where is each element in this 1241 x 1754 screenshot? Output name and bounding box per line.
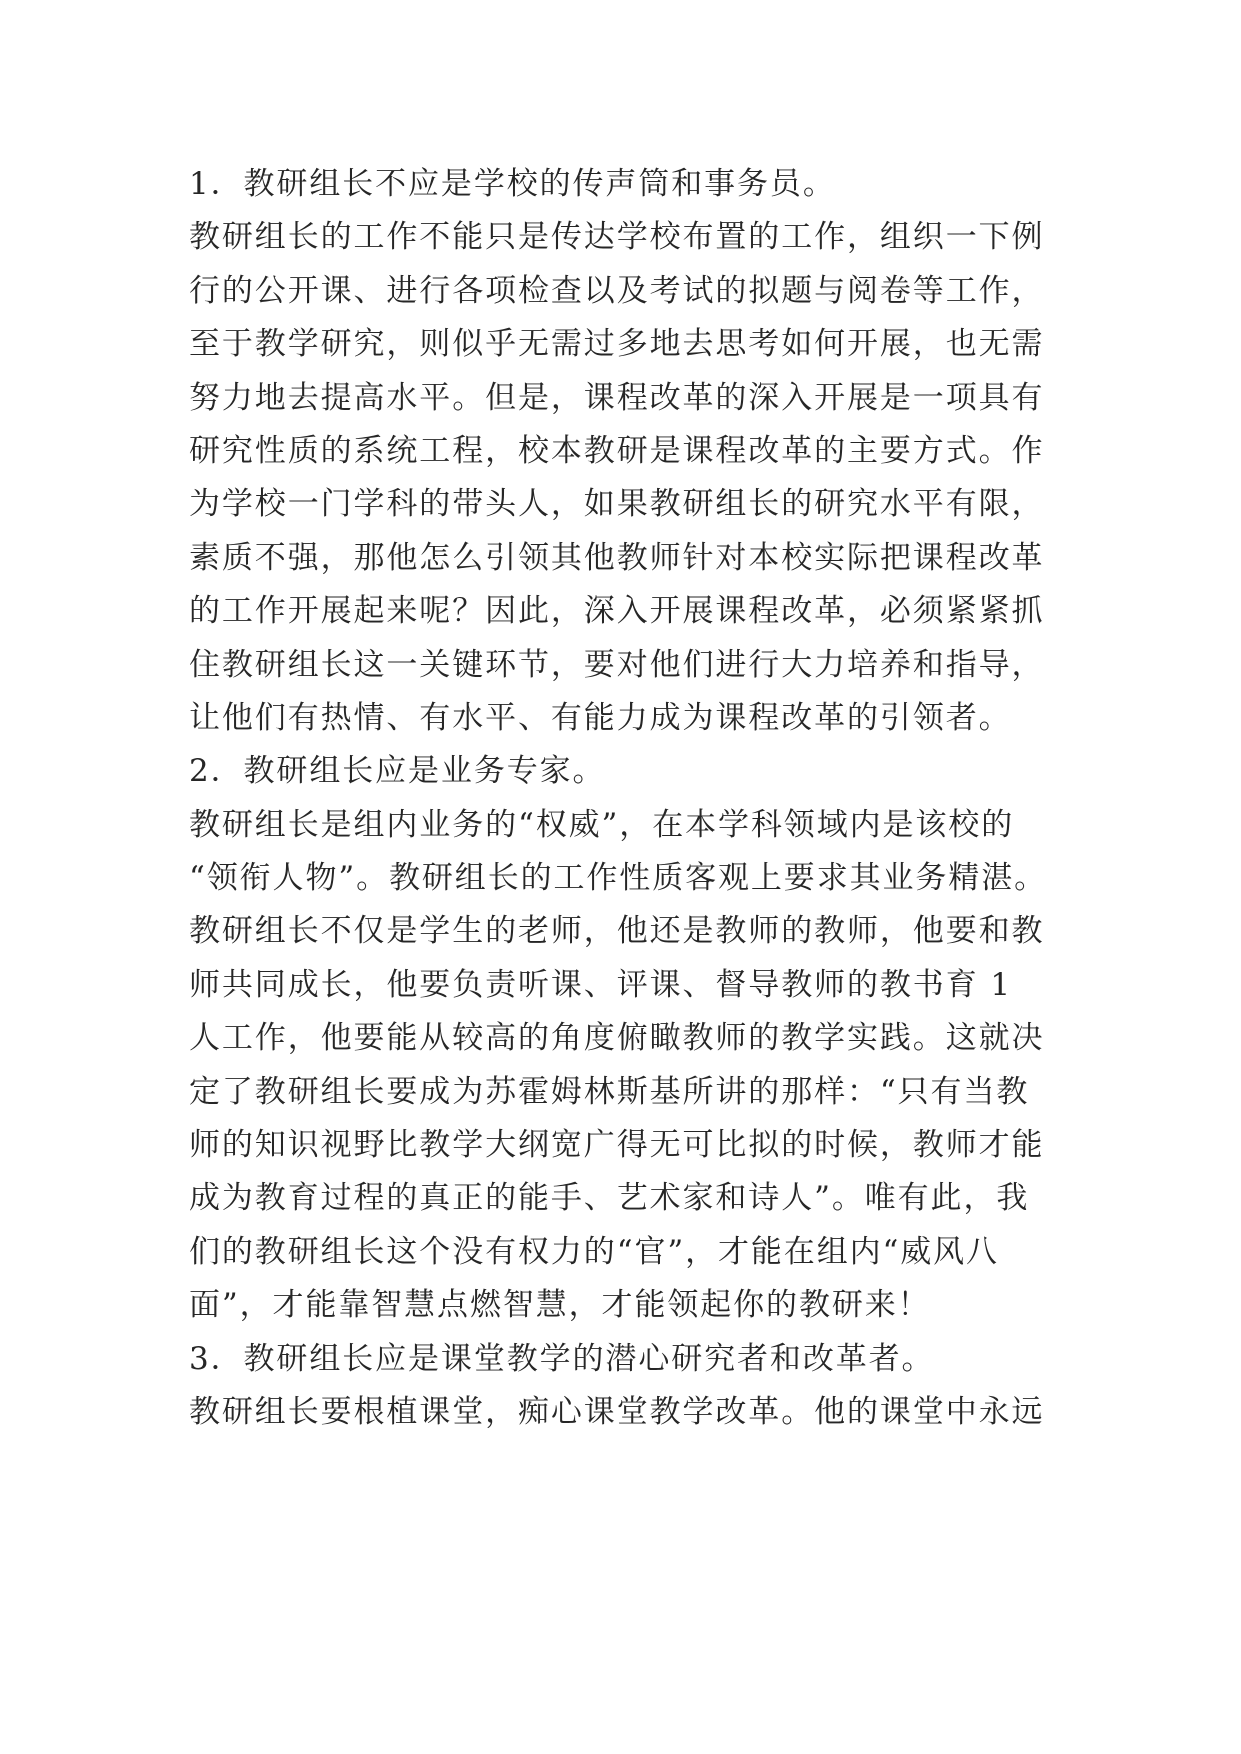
paragraph-line: 们的教研组长这个没有权力的“官”，才能在组内“威风八: [189, 1233, 999, 1270]
paragraph-line: 让他们有热情、有水平、有能力成为课程改革的引领者。: [189, 699, 1012, 736]
paragraph-line: 住教研组长这一关键环节，要对他们进行大力培养和指导，: [189, 646, 1045, 683]
paragraph-line: 教研组长要根植课堂，痴心课堂教学改革。他的课堂中永远: [189, 1393, 1045, 1430]
paragraph-line: 教研组长的工作不能只是传达学校布置的工作，组织一下例: [189, 219, 1045, 256]
paragraph-line: “领衔人物”。教研组长的工作性质客观上要求其业务精湛。: [189, 860, 1047, 897]
body-text: [189, 158, 1069, 1439]
paragraph-line: 为学校一门学科的带头人，如果教研组长的研究水平有限，: [189, 486, 1045, 523]
paragraph-line: 至于教学研究，则似乎无需过多地去思考如何开展，也无需: [189, 326, 1045, 363]
paragraph-line: 研究性质的系统工程，校本教研是课程改革的主要方式。作: [189, 432, 1045, 469]
paragraph-line: 教研组长是组内业务的“权威”，在本学科领域内是该校的: [189, 806, 1015, 843]
paragraph-line: 师的知识视野比教学大纲宽广得无可比拟的时候，教师才能: [189, 1127, 1045, 1164]
heading-3: 3．教研组长应是课堂教学的潜心研究者和改革者。: [189, 1340, 935, 1377]
paragraph-line: 行的公开课、进行各项检查以及考试的拟题与阅卷等工作，: [189, 272, 1045, 309]
paragraph-line: 师共同成长，他要负责听课、评课、督导教师的教书育 1: [189, 966, 1012, 1003]
paragraph-line: 面”，才能靠智慧点燃智慧，才能领起你的教研来！: [189, 1287, 931, 1324]
paragraph-line: 人工作，他要能从较高的角度俯瞰教师的教学实践。这就决: [189, 1020, 1045, 1057]
paragraph-line: 成为教育过程的真正的能手、艺术家和诗人”。唯有此，我: [189, 1180, 1030, 1217]
paragraph-line: 教研组长不仅是学生的老师，他还是教师的教师，他要和教: [189, 913, 1045, 950]
heading-2: 2．教研组长应是业务专家。: [189, 753, 606, 790]
paragraph-line: 努力地去提高水平。但是，课程改革的深入开展是一项具有: [189, 379, 1045, 416]
paragraph-line: 的工作开展起来呢？因此，深入开展课程改革，必须紧紧抓: [189, 593, 1045, 630]
heading-1: 1．教研组长不应是学校的传声筒和事务员。: [189, 166, 836, 202]
paragraph-line: 定了教研组长要成为苏霍姆林斯基所讲的那样：“只有当教: [189, 1073, 1030, 1110]
paragraph-line: 素质不强，那他怎么引领其他教师针对本校实际把课程改革: [189, 539, 1045, 576]
